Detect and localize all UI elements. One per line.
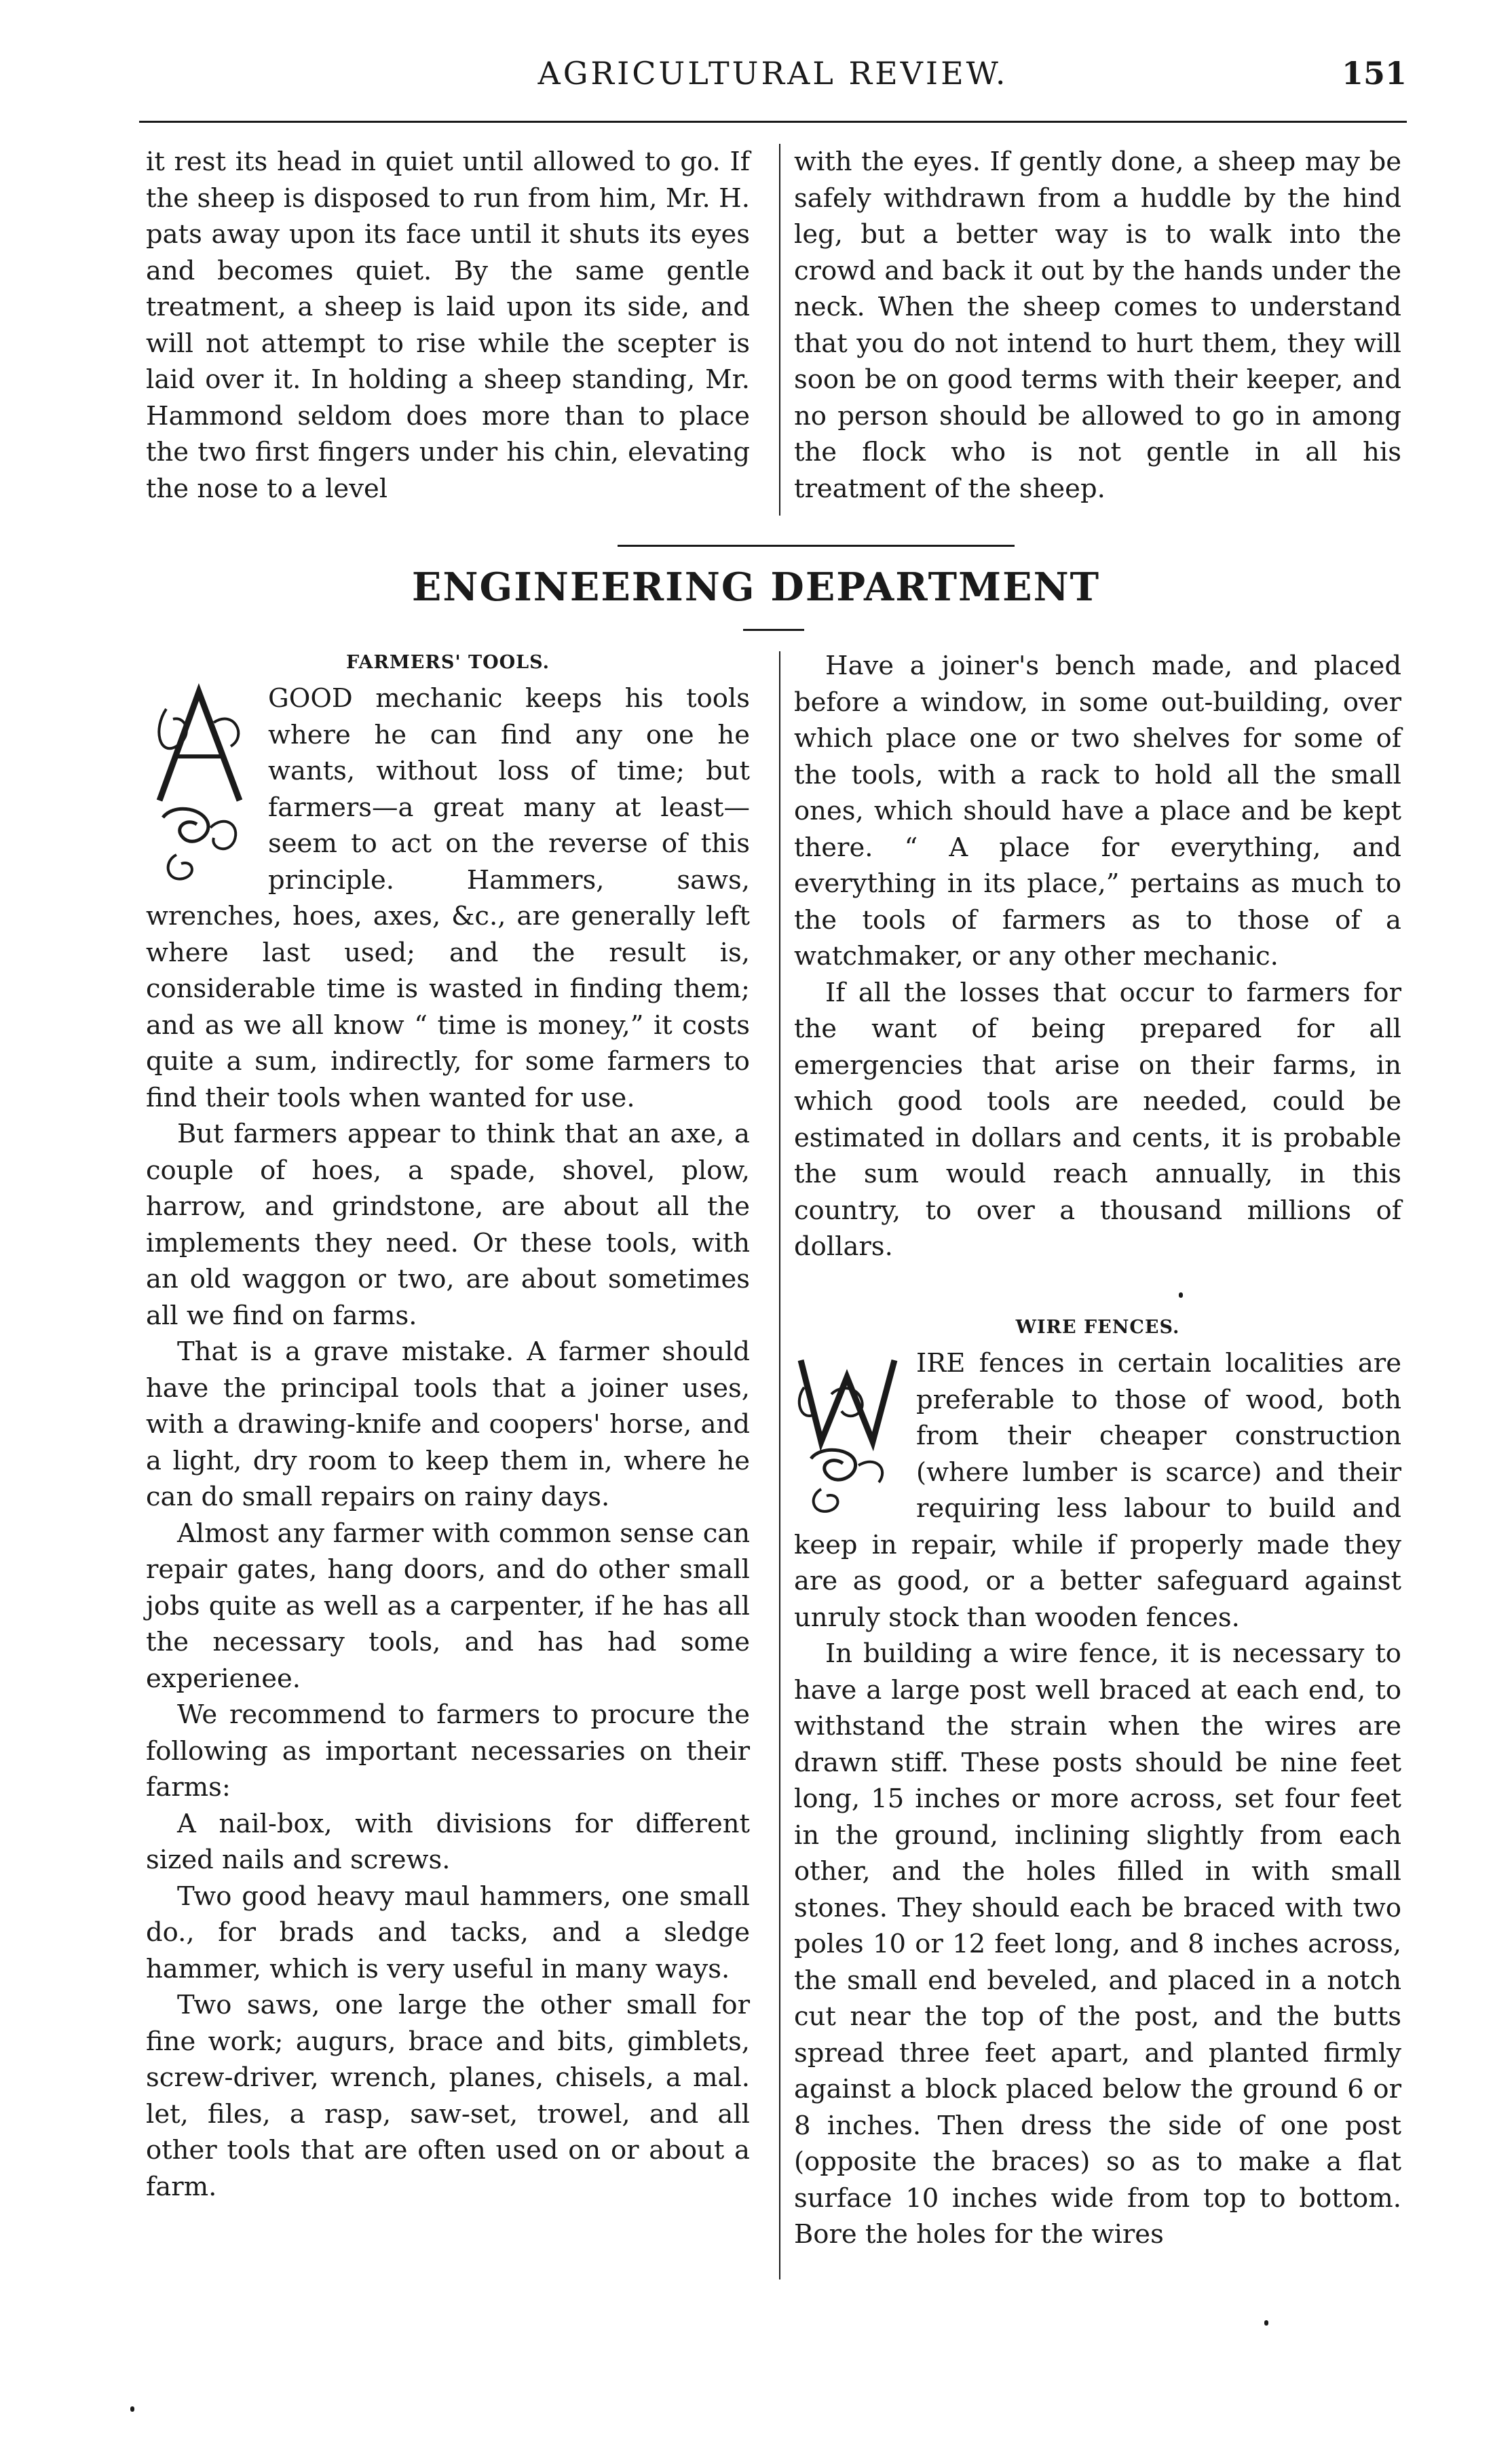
continued-text-right — [794, 144, 1401, 507]
stray-mark — [1264, 2320, 1268, 2326]
paragraph: That is a grave mistake. A farmer should have the principal tools that a joiner uses, with a drawing-knife and coopers' horse, and a light, dry room to keep them in, where he can do small repairs on rainy days. — [146, 1336, 750, 1512]
paragraph: it rest its head in quiet until allowed to go. If the sheep is disposed to run from him, Mr. H. pats away upon its face until it shuts its eyes and becomes quiet. By the same gentle treatment, a sheep is laid upon its side, and will not attempt to rise while the scepter is laid over it. In holding a sheep standing, Mr. Hammond seldom does more than to place the two first fingers under his chin, elevating the nose to a level — [146, 147, 750, 504]
header-rule — [139, 121, 1407, 123]
paragraph: We recommend to farmers to procure the following as important necessaries on their farms: — [146, 1699, 750, 1803]
farmers-tools-article — [146, 648, 750, 2205]
paragraph: GOOD mechanic keeps his tools where he can find any one he wants, without loss of time; but farmers—a great many at least—seem to act on the reverse of this principle. Hammers, saws, wrenches, hoes, axes, &c., are generally left where last used; and the result is, considerable time is wasted in finding them; and as we all know “ time is money,” it costs quite a sum, indirectly, for some farmers to find their tools when wanted for use. — [146, 683, 750, 1113]
wire-fences-article — [794, 1313, 1401, 2253]
continued-text-left — [146, 144, 750, 507]
column-divider — [779, 144, 780, 516]
running-header — [139, 53, 1407, 100]
paragraph: Two saws, one large the other small for fine work; augurs, brace and bits, gimblets, screw-driver, wrench, planes, chisels, a mal. let, files, a rasp, saw-set, trowel, and all other tools that are often used on or about a farm. — [146, 1990, 750, 2202]
paragraph: A nail-box, with divisions for different sized nails and screws. — [146, 1808, 750, 1875]
article-heading: FARMERS' TOOLS. — [345, 652, 550, 673]
section-rule — [618, 545, 1015, 547]
paragraph: Almost any farmer with common sense can repair gates, hang doors, and do other small jobs quite as well as a carpenter, if he has all the necessary tools, and has had some experienee. — [146, 1518, 750, 1694]
paragraph: Two good heavy maul hammers, one small do., for brads and tacks, and a sledge hammer, which is very useful in many ways. — [146, 1881, 750, 1984]
ornamental-initial-image — [794, 1347, 901, 1516]
paragraph: IRE fences in certain localities are preferable to those of wood, both from their cheaper construction (where lumber is scarce) and their requiring less labour to build and keep in repair, while if properly made they are as good, or a better safeguard against unruly stock than wooden fences. — [794, 1348, 1401, 1633]
column-divider — [779, 651, 780, 2279]
article-heading: WIRE FENCES. — [1015, 1317, 1180, 1338]
stray-mark — [130, 2406, 134, 2412]
paragraph: But farmers appear to think that an axe, a couple of hoes, a spade, shovel, plow, harrow, and grindstone, are about all the implements they need. Or these tools, with an old waggon or two, are about sometimes all we find on farms. — [146, 1119, 750, 1331]
running-title: AGRICULTURAL REVIEW. — [537, 55, 1008, 92]
page-number: 151 — [1341, 55, 1407, 92]
section-title: ENGINEERING DEPARTMENT — [411, 564, 1101, 610]
paragraph: Have a joiner's bench made, and placed before a window, in some out-building, over which place one or two shelves for some of the tools, with a rack to hold all the small ones, which should have a place and be kept there. “ A place for everything, and everything in its place,” pertains as much to the tools of farmers as to those of a watchmaker, or any other mechanic. — [794, 651, 1401, 971]
paragraph: If all the losses that occur to farmers for the want of being prepared for all emergencies that arise on their farms, in which good tools are needed, could be estimated in dollars and cents, it is probable the sum would reach annually, in this country, to over a thousand millions of dollars. — [794, 977, 1401, 1262]
section-rule — [743, 629, 804, 631]
paragraph: In building a wire fence, it is necessary to have a large post well braced at each end, to withstand the strain when the wires are drawn stiff. These posts should be nine feet long, 15 inches or more across, set four feet in the ground, inclining slightly from each other, and the holes filled in with small stones. They should each be braced with two poles 10 or 12 feet long, and 8 inches across, the small end beveled, and placed in a notch cut near the top of the post, and the butts spread three feet apart, and planted firmly against a block placed below the ground 6 or 8 inches. Then dress the side of one post (opposite the braces) so as to make a flat surface 10 inches wide from top to bottom. Bore the holes for the wires — [794, 1638, 1401, 2250]
ornamental-initial-image — [146, 682, 253, 889]
farmers-tools-continued — [794, 648, 1401, 1265]
ornamental-initial-w — [794, 1347, 901, 1516]
paragraph: with the eyes. If gently done, a sheep may be safely withdrawn from a huddle by the hind leg, but a better way is to walk into the crowd and back it out by the hands under the neck. When the sheep comes to understand that you do not intend to hurt them, they will soon be on good terms with their keeper, and no person should be allowed to go in among the flock who is not gentle in all his treatment of the sheep. — [794, 147, 1401, 504]
stray-mark — [1179, 1292, 1183, 1298]
ornamental-initial-a — [146, 682, 253, 889]
